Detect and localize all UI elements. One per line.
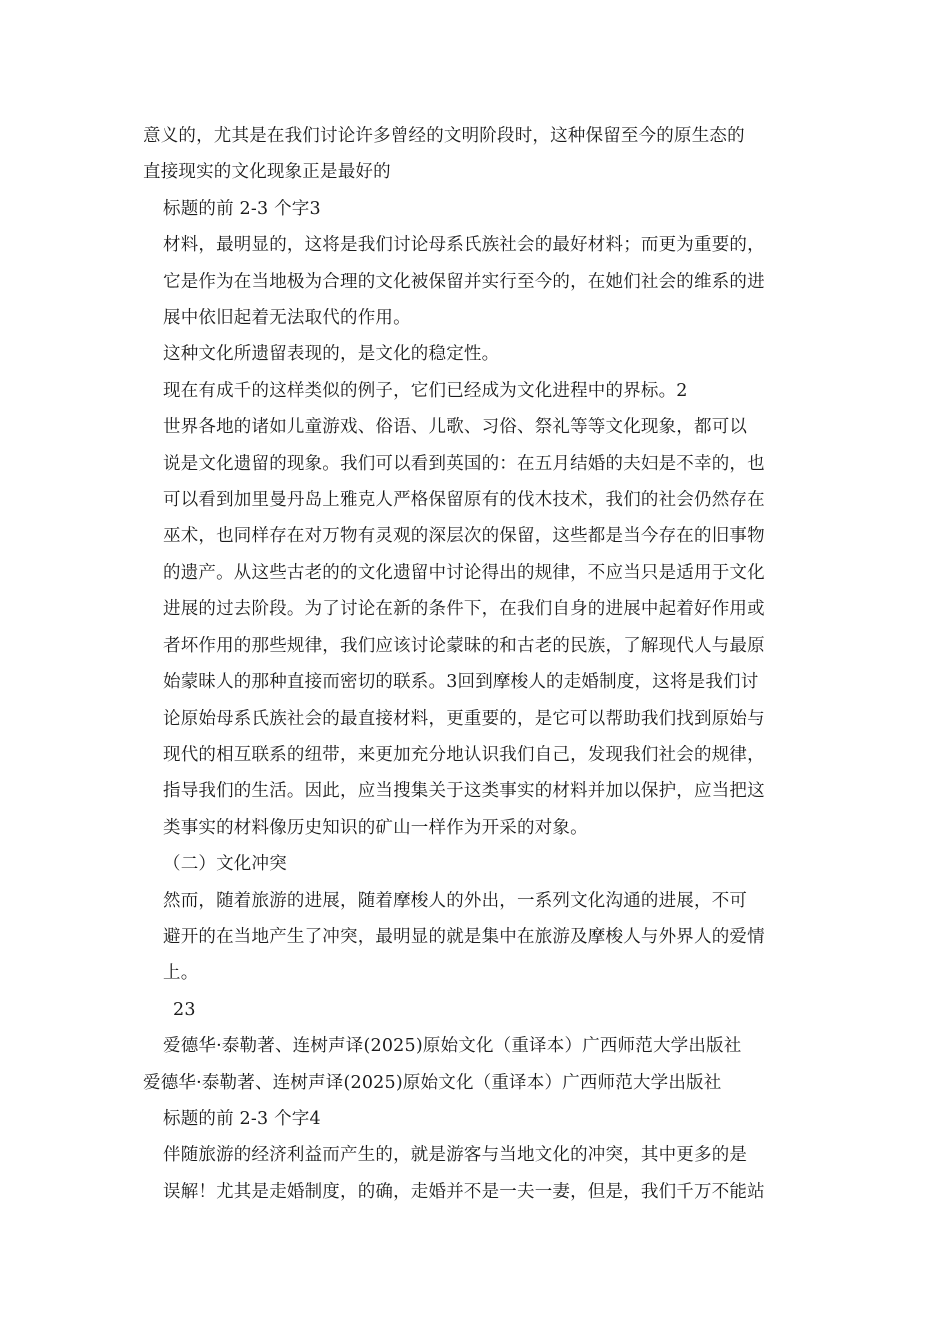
footnote-citation-2 — [143, 1065, 803, 1101]
paragraph-misunderstanding — [143, 1137, 803, 1210]
text-line: 误解！尤其是走婚制度，的确，走婚并不是一夫一妻，但是，我们千万不能站 — [163, 1181, 765, 1202]
paragraph-materials — [143, 227, 803, 336]
text-line: 上。 — [163, 963, 199, 984]
text-line: 指导我们的生活。因此，应当搜集关于这类事实的材料并加以保护，应当把这 — [163, 781, 765, 802]
text-line: 可以看到加里曼丹岛上雅克人严格保留原有的伐木技术，我们的社会仍然存在 — [163, 490, 765, 511]
text-line: 这种文化所遗留表现的，是文化的稳定性。 — [163, 344, 500, 365]
text-line: 意义的，尤其是在我们讨论许多曾经的文明阶段时，这种保留至今的原生态的 — [143, 126, 745, 146]
paragraph-1 — [143, 118, 803, 191]
text-line: 论原始母系氏族社会的最直接材料，更重要的，是它可以帮助我们找到原始与 — [163, 708, 765, 729]
heading-placeholder-3 — [143, 191, 803, 227]
text-line: 巫术，也同样存在对万物有灵观的深层次的保留，这些都是当今存在的旧事物 — [163, 526, 765, 547]
paragraph-tourism-conflict — [143, 883, 803, 992]
text-line: 标题的前 2-3 个字4 — [163, 1108, 321, 1129]
text-line: 者坏作用的那些规律，我们应该讨论蒙昧的和古老的民族，了解现代人与最原 — [163, 635, 765, 656]
text-line: 23 — [173, 999, 196, 1020]
footnote-citation-1 — [143, 1028, 803, 1064]
text-line: 类事实的材料像历史知识的矿山一样作为开采的对象。 — [163, 817, 588, 838]
text-line: 说是文化遗留的现象。我们可以看到英国的：在五月结婚的夫妇是不幸的，也 — [163, 453, 765, 474]
paragraph-stability — [143, 336, 803, 372]
document-page — [143, 118, 803, 1210]
text-line: 现代的相互联系的纽带，来更加充分地认识我们自己，发现我们社会的规律， — [163, 744, 765, 765]
paragraph-cultural-survivals — [143, 409, 803, 846]
text-line: 展中依旧起着无法取代的作用。 — [163, 308, 411, 329]
section-heading-cultural-conflict — [143, 846, 803, 882]
footnote-numbers — [143, 992, 803, 1028]
text-line: 爱德华·泰勒著、连树声译(2025)原始文化（重译本）广西师范大学出版社 — [143, 1072, 722, 1093]
text-line: 避开的在当地产生了冲突，最明显的就是集中在旅游及摩梭人与外界人的爱情 — [163, 926, 765, 947]
heading-placeholder-4 — [143, 1101, 803, 1137]
text-line: 它是作为在当地极为合理的文化被保留并实行至今的，在她们社会的维系的进 — [163, 271, 765, 292]
text-line: 标题的前 2-3 个字3 — [163, 198, 321, 219]
text-line: 直接现实的文化现象正是最好的 — [143, 162, 391, 183]
text-line: 爱德华·泰勒著、连树声译(2025)原始文化（重译本）广西师范大学出版社 — [163, 1036, 742, 1057]
text-line: 然而，随着旅游的进展，随着摩梭人的外出，一系列文化沟通的进展，不可 — [163, 890, 748, 911]
text-line: （二）文化冲突 — [163, 854, 287, 875]
text-line: 世界各地的诸如儿童游戏、俗语、儿歌、习俗、祭礼等等文化现象，都可以 — [163, 417, 748, 438]
text-line: 始蒙昧人的那种直接而密切的联系。3回到摩梭人的走婚制度，这将是我们讨 — [163, 672, 759, 693]
text-line: 伴随旅游的经济利益而产生的，就是游客与当地文化的冲突，其中更多的是 — [163, 1145, 748, 1166]
text-line: 进展的过去阶段。为了讨论在新的条件下，在我们自身的进展中起着好作用或 — [163, 599, 765, 620]
text-line: 现在有成千的这样类似的例子，它们已经成为文化进程中的界标。2 — [163, 380, 688, 401]
paragraph-landmarks — [143, 373, 803, 409]
text-line: 的遗产。从这些古老的的文化遗留中讨论得出的规律，不应当只是适用于文化 — [163, 562, 765, 583]
text-line: 材料，最明显的，这将是我们讨论母系氏族社会的最好材料；而更为重要的， — [163, 235, 765, 256]
